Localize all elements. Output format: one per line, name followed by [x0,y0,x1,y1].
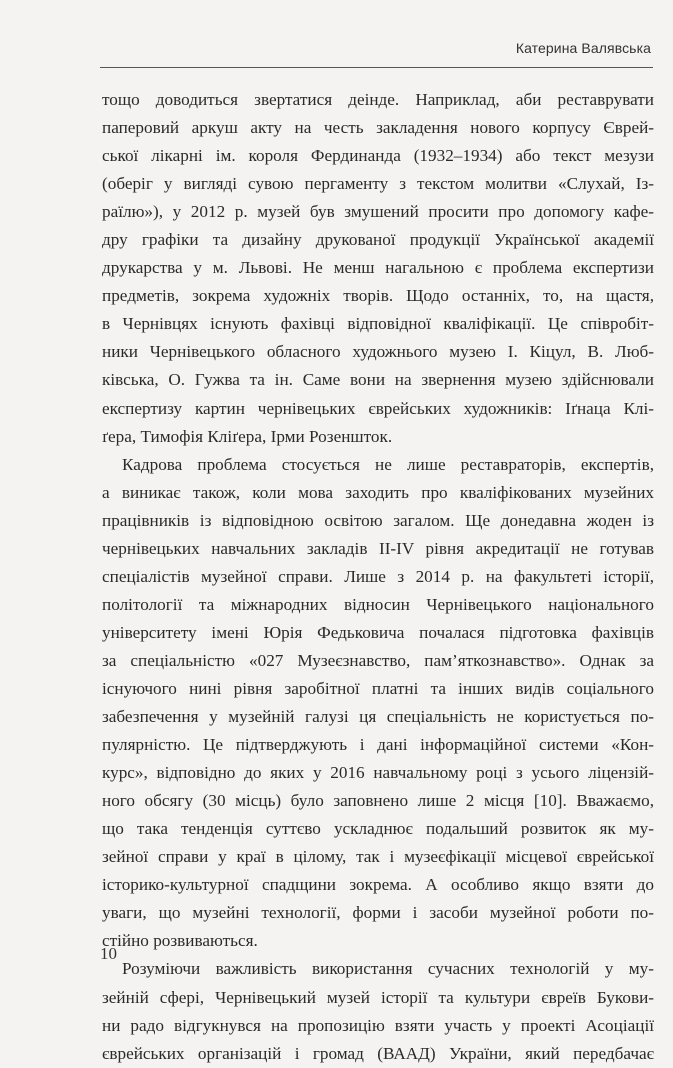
text-line: що така тенденція суттєво ускладнює подальший розвиток як му- [102,819,654,839]
text-line: пулярністю. Це підтверджують і дані інформаційної системи «Кон- [102,735,654,755]
text-line: чернівецьких навчальних закладів ІІ-IV рівня акредитації не готував [102,538,654,558]
text-line: дру графіки та дизайну друкованої продукції Української академії [102,230,654,250]
text-line: ківська, О. Гужва та ін. Саме вони на звернення музею здійснювали [102,370,654,390]
paragraph [102,451,654,956]
text-line: друкарства у м. Львові. Не менш нагальною є проблема експертизи [102,258,654,278]
text-line: в Чернівцях існують фахівці відповідної кваліфікації. Це співробіт- [102,314,654,334]
text-line: Розуміючи важливість використання сучасних технологій у му- [122,959,654,979]
text-line: Кадрова проблема стосується не лише реставраторів, експертів, [122,454,654,474]
text-line: університету імені Юрія Федьковича почалася підготовка фахівців [102,622,654,642]
text-line: історико-культурної спадщини зокрема. А особливо якщо взяти до [102,875,654,895]
running-head-author: Катерина Валявська [515,40,651,56]
text-line: експертизу картин чернівецьких єврейських художників: Іґнаца Клі- [102,398,654,418]
text-line: стійно розвиваються. [102,931,258,951]
text-line: існуючого нині рівня заробітної платні та інших видів соціального [102,678,654,698]
text-line: зейної справи у краї в цілому, так і музеєфікації місцевої єврейської [102,847,654,867]
text-line: спеціалістів музейної справи. Лише з 2014 р. на факультеті історії, [102,566,654,586]
text-line: працівників із відповідною освітою загалом. Ще донедавна жоден із [102,510,654,530]
paragraph [102,86,654,451]
text-line: ґера, Тимофія Кліґера, Ірми Розеншток. [102,426,393,446]
text-line: зейній сфері, Чернівецький музей історії та культури євреїв Букови- [102,987,654,1007]
text-line: курс», відповідно до яких у 2016 навчальному році з усього ліцензій- [102,763,654,783]
text-line: забезпечення у музейній галузі ця спеціальність не користується по- [102,707,654,727]
text-line: а виникає також, коли мова заходить про кваліфікованих музейних [102,482,654,502]
body-text [102,86,654,1068]
header-rule [100,67,653,68]
text-line: (оберіг у вигляді сувою пергаменту з текстом молитви «Слухай, Із- [102,174,654,194]
page-number: 10 [100,944,117,963]
text-line: тощо доводиться звертатися деінде. Наприклад, аби реставрувати [102,90,654,109]
text-line: предметів, зокрема художніх творів. Щодо останніх, то, на щастя, [102,286,654,306]
text-line: ного обсягу (30 місць) було заповнено лише 2 місця [10]. Вважаємо, [102,791,654,811]
text-line: ської лікарні ім. короля Фердинанда (1932–1934) або текст мезузи [102,146,654,166]
text-line: політології та міжнародних відносин Чернівецького національного [102,594,654,614]
text-line: уваги, що музейні технології, форми і засоби музейної роботи по- [102,903,654,923]
text-line: ники Чернівецького обласного художнього музею І. Кіцул, В. Люб- [102,342,654,362]
paragraph [102,955,654,1067]
text-line: єврейських організацій і громад (ВААД) України, який передбачає [102,1043,654,1063]
text-line: ни радо відгукнувся на пропозицію взяти участь у проекті Асоціації [102,1015,654,1035]
text-line: за спеціальністю «027 Музеєзнавство, пам’яткознавство». Однак за [102,650,654,670]
text-line: паперовий аркуш акту на честь закладення нового корпусу Єврей- [102,118,654,138]
text-line: раїлю»), у 2012 р. музей був змушений просити про допомогу кафе- [102,202,654,222]
